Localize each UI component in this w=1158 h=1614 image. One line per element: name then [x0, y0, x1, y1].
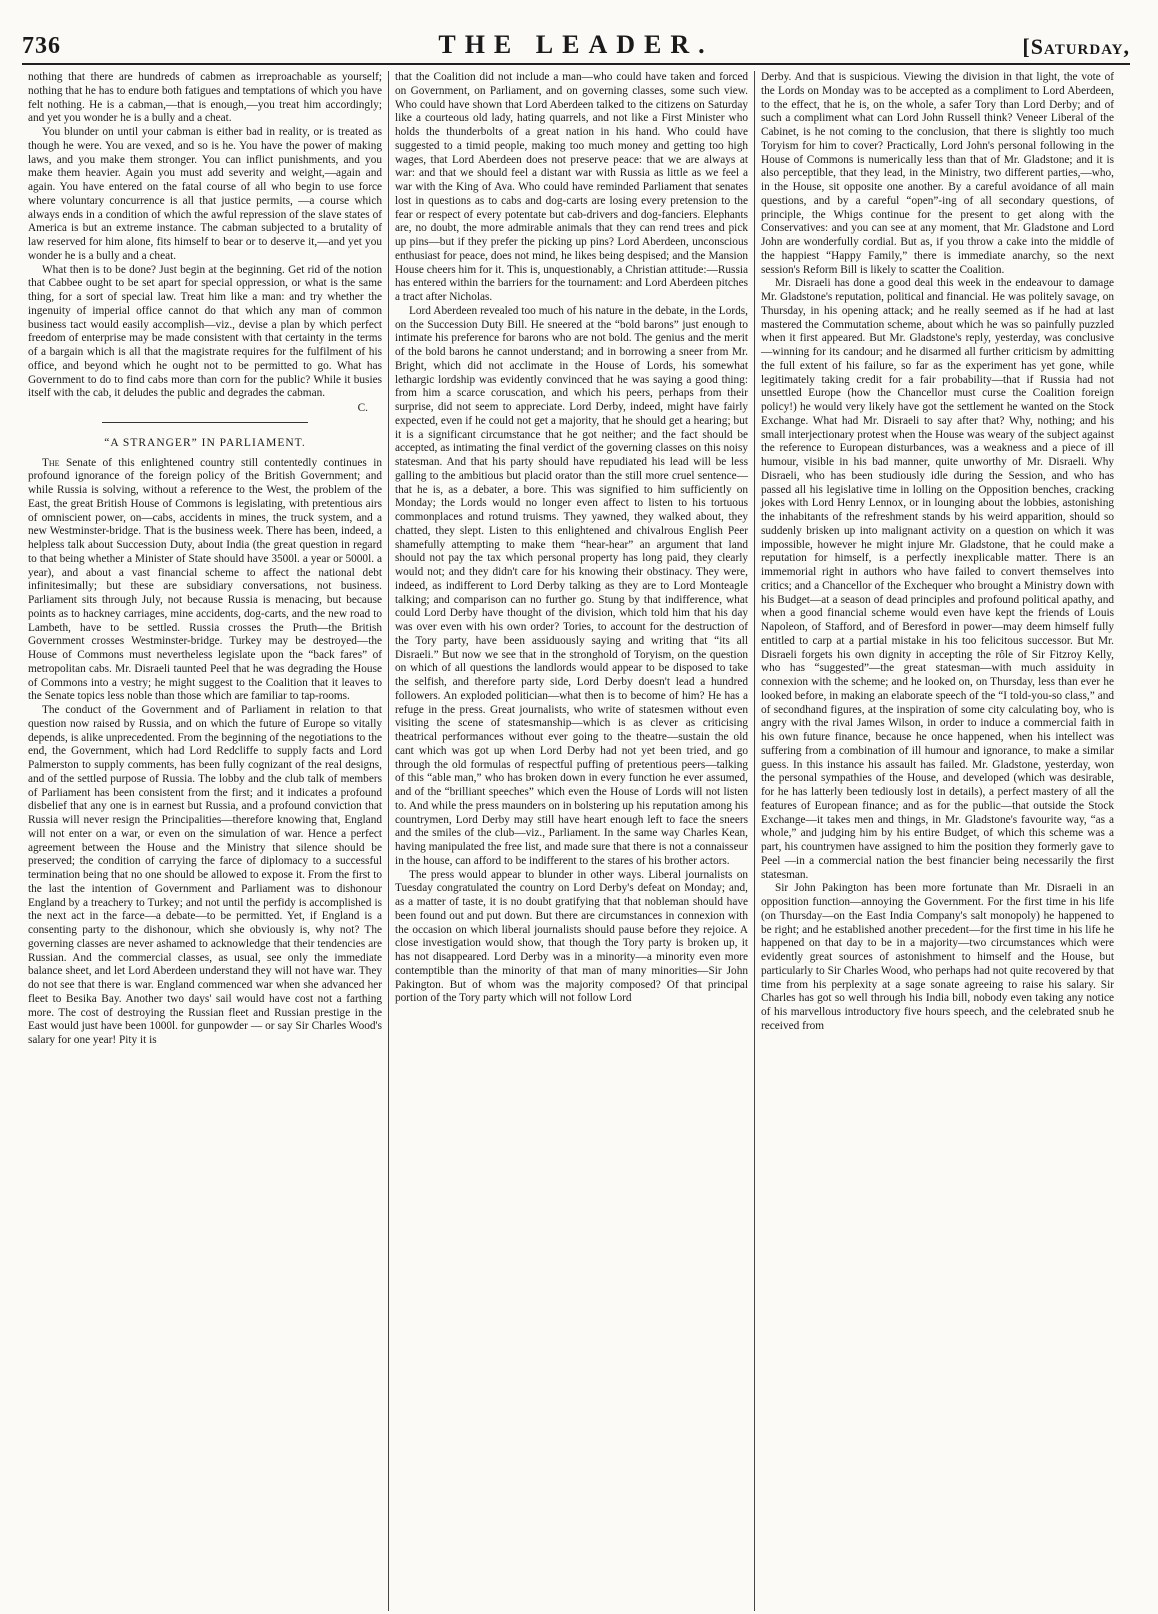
date-fragment: [Saturday, — [1022, 34, 1130, 59]
article-columns — [22, 71, 1130, 1611]
column-2 — [388, 71, 754, 1611]
lead-word: The — [42, 456, 60, 469]
column-1 — [22, 71, 388, 1611]
paragraph: Lord Aberdeen revealed too much of his nature in the debate, in the Lords, on the Succession Duty Bill. He sneered at the “bold barons” just enough to intimate his preference for barons who are not bold. The genius and the merit of the bold barons he cannot understand; and in borrowing a sneer from Mr. Bright, which did not acclimate in the House of Lords, his somewhat lethargic lordship was evidently convinced that he was saying a good thing: from him a scarce coruscation, and which his peers, perhaps from their surprise, did not seem to appreciate. Lord Derby, indeed, might have fairly expected, even if he could not get a majority, that he should get a hearing; but it is a significant circumstance that he got neither; and the fact should be accepted, as intimating the final verdict of the governing classes on this noisy statesman. And that his party should have repudiated his lead will be less galling to the ambitious but placid orator than the still more cruel sentence—that he is, as a debater, a bore. This was signified to him sufficiently on Monday; the Lords would no longer even affect to listen to his tortuous commonplaces and rotund truisms. They yawned, they walked about, they chatted, they slept. Listen to this enlightened and chivalrous English Peer shamefully attempting to make them “hear-hear” an argument that land should not pay the tax which personal property has long paid, they clearly would not; and they didn't care for his knowing their obstinacy. They were, indeed, as indifferent to Lord Derby talking as they are to Lord Monteagle talking; and comparison can no further go. Stung by that indifference, what could Lord Derby have thought of the division, which told him that his day was over even with his own order? Tories, to account for the destruction of the Tory party, have been assiduously saying and writing that “its all Disraeli.” But now we see that in the stronghold of Toryism, on the question on which of all questions the landlords would appear to be disposed to take the selfish, and therefore party side, Lord Derby doesn't lead a hundred followers. An exploded politician—what then is to become of him? He has a refuge in the press. Great journalists, who write of statesmen without even visiting the scene of statesmanship—which is as clever as criticising theatrical performances without ever going to the theatre—sustain the old cant which was got up when Lord Derby had not yet been tried, and go through the old formulas of respectful puffing of pretentious peers—talking of this “able man,” who has broken down in every function he ever assumed, and of the “brilliant speeches” which even the House of Lords will not listen to. And while the press maunders on in bolstering up his reputation among his countrymen, Lord Derby may still have heart enough left to face the sneers and the smiles of the club—viz., Parliament. In the same way Charles Kean, having manipulated the free list, and made sure that there is not a connaisseur in the house, can afford to be indifferent to the stares of his brother actors. — [395, 304, 748, 867]
article-headline: “A STRANGER” IN PARLIAMENT. — [104, 436, 306, 449]
page-number: 736 — [22, 33, 61, 59]
paragraph: What then is to be done? Just begin at the beginning. Get rid of the notion that Cabbee ought to be set apart for special oppression, or what is the same thing, for a sort of special law. Treat him like a man: and try whether the ingenuity of imperial office cannot do that which any man of common business tact would easily accomplish—viz., devise a plan by which perfect freedom of enterprise may be made consistent with that certainty in the terms of a bargain which is all that the magistrate requires for the fulfilment of his office, and beyond which he ought not to be permitted to go. What has Government to do to find cabs more than corn for the public? While it busies itself with the cab, it deludes the public and degrades the cabman. — [28, 263, 382, 400]
paragraph — [28, 457, 382, 705]
masthead-title: THE LEADER. — [438, 30, 714, 59]
section-divider — [102, 422, 307, 423]
paragraph: Sir John Pakington has been more fortunate than Mr. Disraeli in an opposition function—annoying the Government. For the first time in his life (on Thursday—on the East India Company's salt monopoly) he happened to be right; and he established another precedent—for the first time in his life he happened on that day to be in a majority—two circumstances which were evidently great sources of astonishment to himself and the House, but particularly to Sir Charles Wood, who perhaps had not quite recovered by that time from his perplexity at a sage sonate agreeing to raise his salary. Sir Charles has got so well through his India bill, nobody even taking any notice of his marvellous introductory five hours speech, and the celebrated snub he received from — [761, 882, 1114, 1032]
column-3 — [754, 71, 1120, 1611]
paragraph: nothing that there are hundreds of cabmen as irreproachable as yourself; nothing that he has to endure both fatigues and temptations of which you have felt nothing. He is a cabman,—that is enough,—you treat him accordingly; and yet you wonder he is a bully and a cheat. — [28, 71, 382, 125]
signature: C. — [357, 402, 368, 414]
paragraph: Derby. And that is suspicious. Viewing the division in that light, the vote of the Lords on Monday was to be accepted as a compliment to Lord Aberdeen, to the effect, that he is, on the whole, a safer Tory than Lord Derby; and of such a compliment what can Lord John Russell think? Veneer Liberal of the Cabinet, is he not coming to the conclusion, that there is slightly too much Toryism for him to cover? Practically, Lord John's personal following in the House of Commons is numerically less than that of Mr. Gladstone; and it is also perceptible, that they lead, in the Ministry, two different parties,—who, in the House, sit opposite one another. By a careful avoidance of all main questions, and by a careful “open”-ing of all secondary questions, of principle, the Whigs continue for the present to get along with the Conservatives: and you can see at any moment, that Mr. Gladstone and Lord John are wonderfully cordial. But as, if you throw a cake into the middle of the happiest “Happy Family,” there is immediate anarchy, so the next session's Reform Bill is likely to scatter the Coalition. — [761, 71, 1114, 276]
paragraph-text: Senate of this enlightened country still contentedly continues in profound ignorance of the foreign policy of the British Government; and while Russia is solving, without a reference to the West, the problem of the East, the great British House of Commons is legislating, with pretentious airs of omniscient power, on—cabs, accidents in mines, the truck system, and a new Westminster-bridge. That is the business week. There has been, indeed, a helpless talk about Succession Duty, about India (the great question in regard to that being whether a Minister of State should have 3500l. a year or 5000l. a year), and about a vast financial scheme to affect the national debt infinitesimally; but these are subsidiary conversations, not business. Parliament sits through July, not because Russia is menacing, but because points as to hackney carriages, mine accidents, dog-carts, and the new road to Lambeth, have to be settled. Russia crosses the Pruth—the British Government crosses Westminster-bridge. Turkey may be destroyed—the House of Commons must nevertheless legislate upon the “back fares” of metropolitan cabs. Mr. Disraeli taunted Peel that he was degrading the House of Commons into a vestry; he might suggest to the Coalition that it leaves to the Senate topics less noble than those which are familiar to tap-rooms. — [28, 456, 382, 703]
paragraph: The press would appear to blunder in other ways. Liberal journalists on Tuesday congratulated the country on Lord Derby's defeat on Monday; and, as a matter of taste, it is no doubt gratifying that that nobleman should have been found out and put down. But there are circumstances in connexion with the occasion on which liberal journalists should pause before they rejoice. A close investigation would show, that though the Tory party is broken up, it has not disappeared. Lord Derby was in a minority—a minority even more contemptible than the minority of that man of many minorities—Sir John Pakington. But of whom was the majority composed? Of that principal portion of the Tory party which will not follow Lord — [395, 868, 748, 1005]
paragraph: that the Coalition did not include a man—who could have taken and forced on Government, on Parliament, and on governing classes, some such view. Who could have shown that Lord Aberdeen talked to the citizens on Saturday like a courteous old lady, hating quarrels, and not like a First Minister who holds the thunderbolts of a great nation in his hand. Who could have suggested to a timid people, making too much money and getting too high wages, that Lord Aberdeen does not preserve peace: that we are always at war: and that we should feel a distant war with Russia as little as we feel a war with the King of Ava. Who could have reminded Parliament that senates lost in questions as to cabs and dog-carts are losing every pretension to the fear or respect of every potentate but cab-drivers and dog-fanciers. Elephants are, no doubt, the more admirable animals that they can rend trees and pick up pins—but if they prefer the picking up pins? Lord Aberdeen, unconscious enthusiast for peace, does not mind, he likes being despised; and the Mansion House cheers him for it. This is, unquestionably, a Christian attitude:—Russia has entered within the barriers for the tournament: and Lord Aberdeen pitches a tract after Nicholas. — [395, 71, 748, 303]
paragraph: You blunder on until your cabman is either bad in reality, or is treated as though he were. You are vexed, and so is he. You have the power of making laws, and you make them stronger. You can inflict punishments, and you make them heavier. Again you must add severity and weight,—again and again. You have entered on the fatal course of all who begin to use force where voluntary concurrence is all that justice permits, —a course which always ends in a condition of which the awful repression of the slave states of America is but an extreme instance. The cabman subjected to a brutality of law reserved for him alone, fits himself to bear or to deserve it,—and yet you wonder he is a bully and a cheat. — [28, 126, 382, 262]
page-header — [22, 14, 1130, 65]
paragraph: Mr. Disraeli has done a good deal this week in the endeavour to damage Mr. Gladstone's reputation, political and financial. He was politely savage, on Thursday, in his opening attack; and he really seemed as if he had at last mastered the Commutation scheme, about which he was so painfully puzzled when it first appeared. But Mr. Gladstone's reply, yesterday, was conclusive—winning for its candour; and he disarmed all further criticism by admitting the full extent of his failure, so far as the experiment has yet gone, while legitimately taking credit for a fair probability—that if Russia had not unsettled Europe (how the Chancellor must curse the Coalition foreign policy!) he would very likely have got the settlement he wanted on the Stock Exchange. What had Mr. Disraeli to say after that? Why, nothing; and his small interjectionary protest when the House was weary of the subject against the reference to European disturbances, was a weakness and a piece of ill humour, visible in his bad manner, quite unworthy of Mr. Disraeli. Why Disraeli, who has been studiously idle during the Session, and who has passed all his legislative time in lolling on the Opposition benches, cracking jokes with Lord Henry Lennox, or in lounging about the lobbies, astonishing the inhabitants of the refreshment stands by his weird apparition, should so suddenly brisken up into malignant activity on a question on which it was impossible, however he might injure Mr. Gladstone, that he could make a reputation for himself, is a perfectly inexplicable matter. There is an immemorial right in authors who have failed to convert themselves into critics; and a Chancellor of the Exchequer who brought a Ministry down with his Budget—at a season of dead principles and profound political apathy, and when a good financial scheme would even have kept the friends of Louis Napoleon, of Stafford, and of Beresford in power—may deem himself fully entitled to carp at a partial mistake in his too felicitous successor. But Mr. Disraeli forgets his own dignity in accepting the rôle of Sir Fitzroy Kelly, who has “suggested”—the great statesman—with much assiduity in connexion with the scheme; and he looked on, on Thursday, less than ever he looked before, in making an elaborate speech of the “I told-you-so class,” and of secondhand figures, at the inspiration of some city calculating boy, who is angry with the rival James Wilson, in order to induce a commercial faith in his own future finance, because he once happened, when his intellect was suffering from a combination of ill humour and ignorance, to make a similar guess. In this instance his assault has failed. Mr. Gladstone, yesterday, won the personal sympathies of the House, and developed (which was desirable, for he has latterly been tediously lost in details), a perfect mastery of all the features of European finance; and as for the public—that outside the Stock Exchange—it takes men and things, in Mr. Gladstone's favourite way, “as a whole,” and judging him by his entire Budget, of which this scheme was a part, his countrymen have assigned to him the position they formerly gave to Peel —in a commercial nation the best financier being necessarily the first statesman. — [761, 277, 1114, 881]
paragraph: The conduct of the Government and of Parliament in relation to that question now raised by Russia, and on which the future of Europe so vitally depends, is alike unprecedented. From the beginning of the negotiations to the end, the Government, which had Lord Redcliffe to supply facts and Lord Palmerston to supply comments, has been fully cognizant of the real designs, and of the settled purpose of Russia. The lobby and the club talk of members of Parliament has been consistent from the first; and it indicates a profound disbelief that any one is in earnest but Russia, and a profound conviction that Russia will never resign the Principalities—therefore knowing that, England will not enter on a war, or even on the simulation of war. Hence a perfect agreement between the House and the Ministry that silence should be preserved; the condition of carrying the farce of diplomacy to a successful termination being that no one should be allowed to expose it. From the first to the last the intention of Government and Parliament was to dishonour England by a treachery to Turkey; and not until the perfidy is accomplished is the next act in the farce—a debate—to be permitted. Yet, if England is a consenting party to the dishonour, which she obviously is, why not? The governing classes are never ashamed to acknowledge that their tendencies are Russian. And the commercial classes, as usual, see only the immediate balance sheet, and let Lord Aberdeen understand they will not have war. They do not see that there is war. England commenced war when she advanced her fleet to Besika Bay. Another two days' sail would have cost not a farthing more. The cost of destroying the Russian fleet and Russian prestige in the East would just have been 1000l. for gunpowder — or say Sir Charles Wood's salary for one year! Pity it is — [28, 704, 382, 1046]
